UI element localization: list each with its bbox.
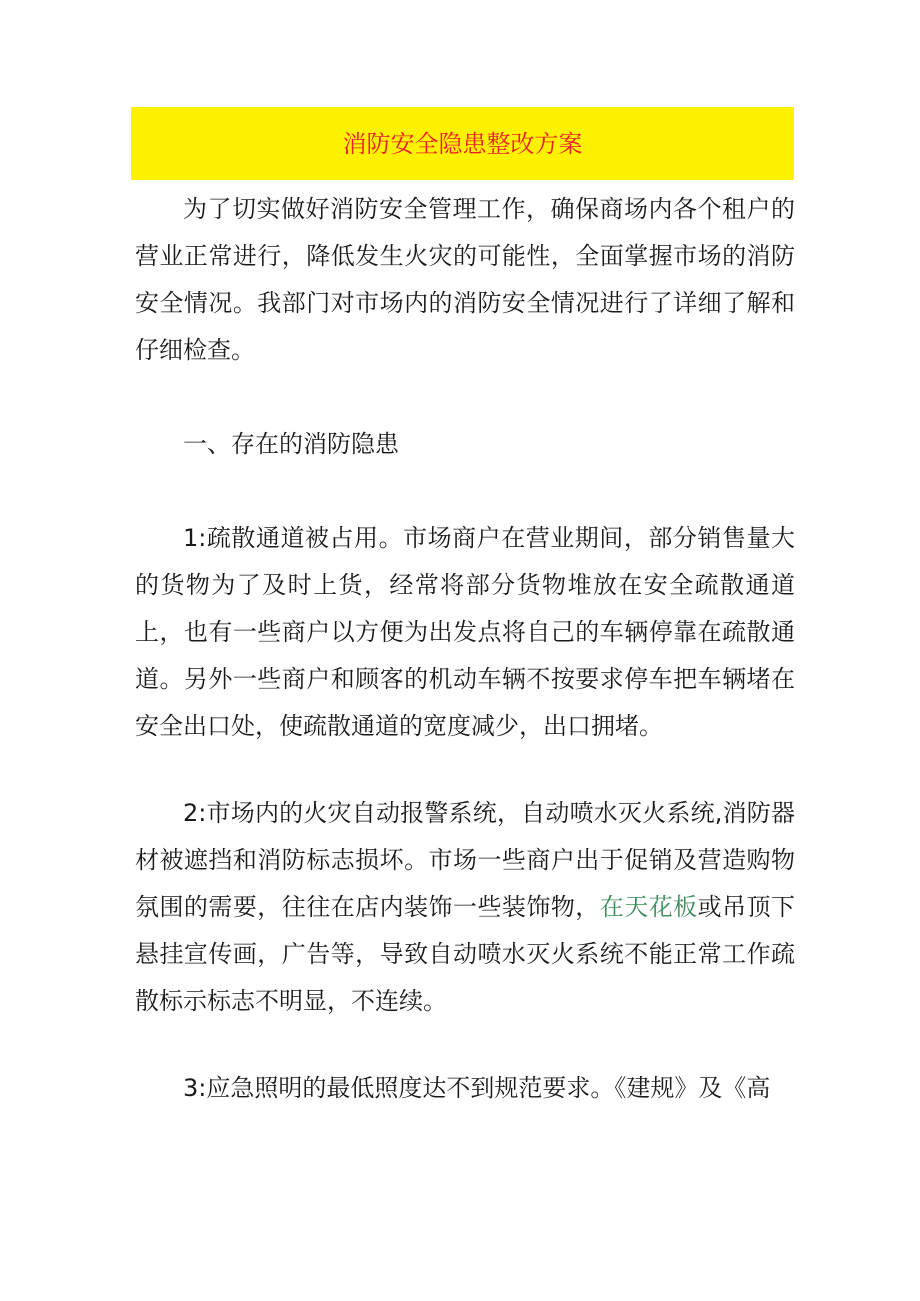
hazard-item-2	[135, 790, 795, 1025]
ceiling-link[interactable]: 在天花板	[599, 893, 698, 921]
section-heading: 一、存在的消防隐患	[183, 430, 399, 458]
hazard-item-1: 1:疏散通道被占用。市场商户在营业期间，部分销售量大的货物为了及时上货，经常将部分货物堆放在安全疏散通道上，也有一些商户以方便为出发点将自己的车辆停靠在疏散通道。另外一些商户和顾客的机动车辆不按要求停车把车辆堵在安全出口处，使疏散通道的宽度减少，出口拥堵。	[135, 524, 795, 740]
paragraph-spacer	[135, 750, 795, 790]
document-title: 消防安全隐患整改方案	[342, 129, 583, 158]
hazard-item-2-text-after: 或吊顶下悬挂宣传画，广告等，导致自动喷水灭火系统不能正常工作疏散标示标志不明显，不连续。	[135, 893, 796, 1015]
title-banner	[131, 107, 794, 180]
paragraph-spacer	[135, 1025, 795, 1065]
hazard-item-3: 3:应急照明的最低照度达不到规范要求。《建规》及《高	[183, 1074, 771, 1102]
document-body	[135, 186, 795, 1112]
paragraph-spacer	[135, 468, 795, 515]
paragraph-spacer	[135, 374, 795, 421]
hazard-item-2-text-before: 2:市场内的火灾自动报警系统，自动喷水灭火系统,消防器材被遮挡和消防标志损坏。市场一些商户出于促销及营造购物氛围的需要，往往在店内装饰一些装饰物，	[135, 799, 795, 921]
intro-paragraph: 为了切实做好消防安全管理工作，确保商场内各个租户的营业正常进行，降低发生火灾的可能性，全面掌握市场的消防安全情况。我部门对市场内的消防安全情况进行了详细了解和仔细检查。	[135, 195, 795, 364]
